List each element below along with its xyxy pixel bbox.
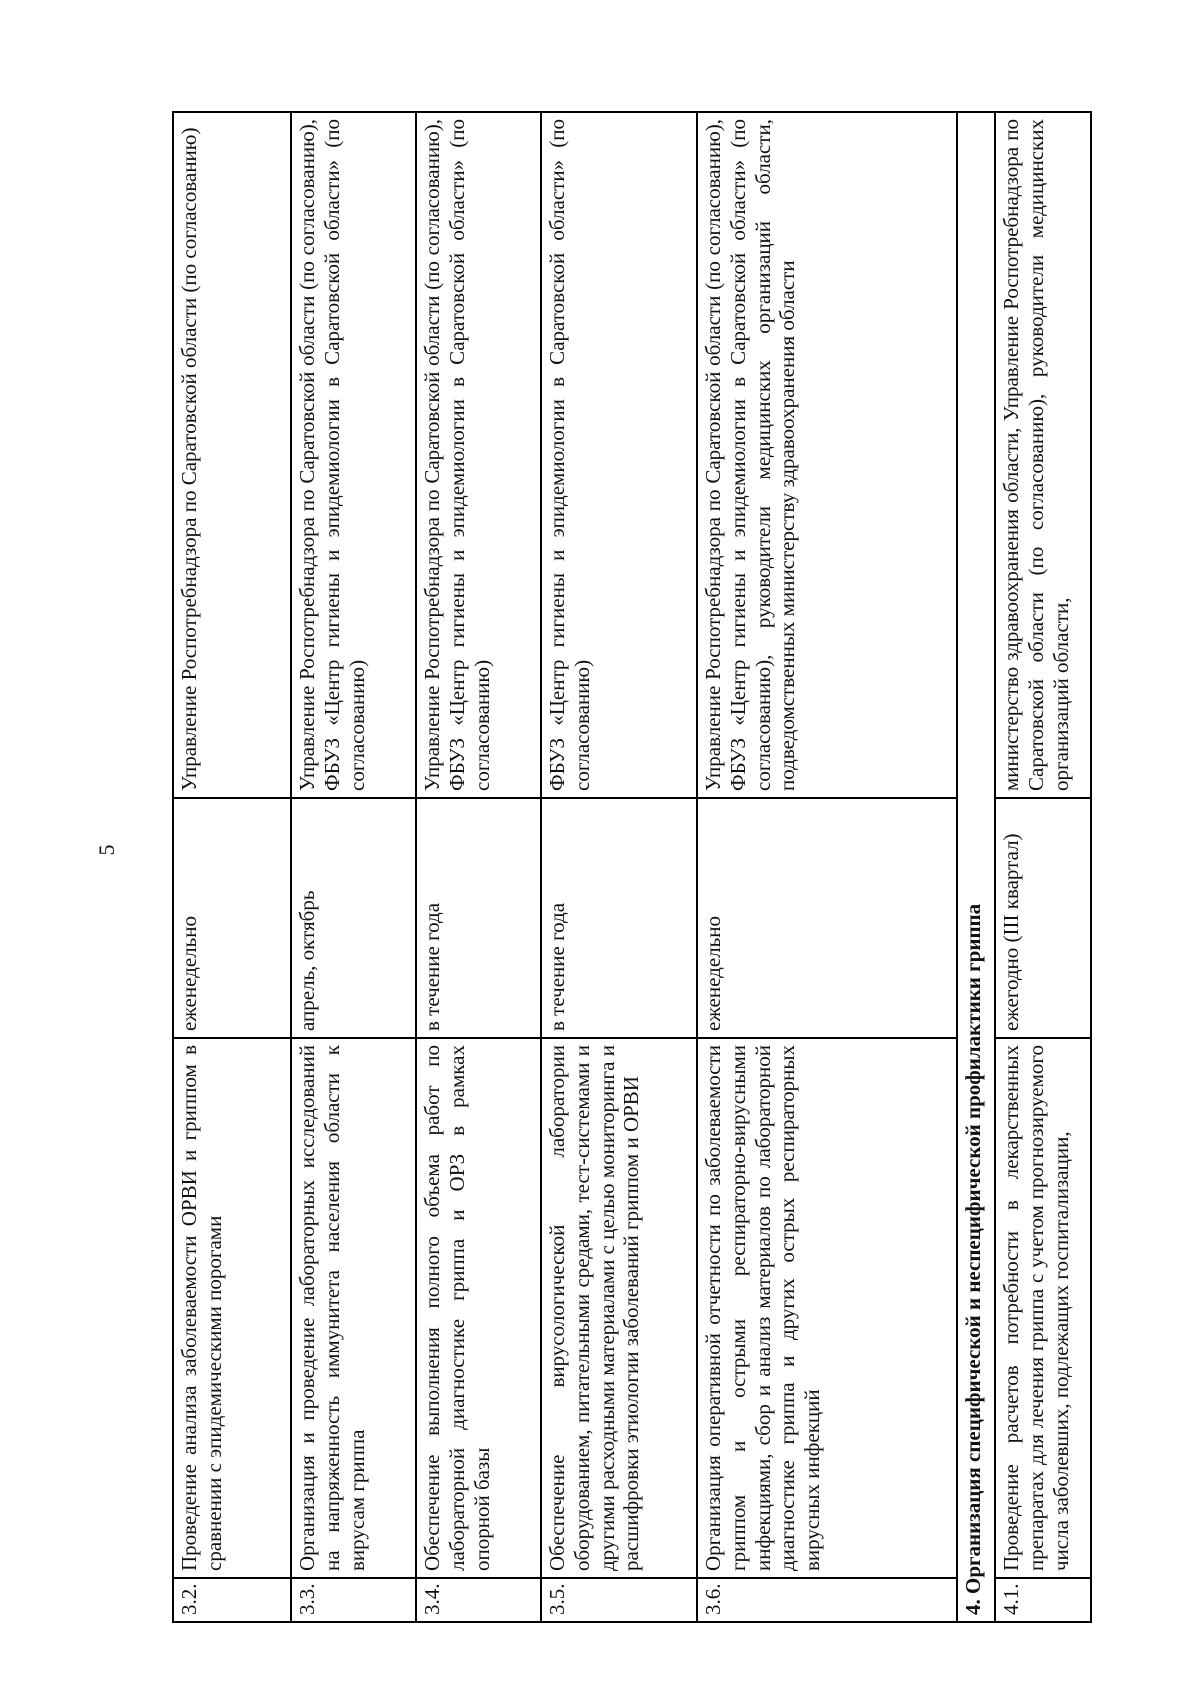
table-row xyxy=(995,112,1091,1622)
table-row xyxy=(173,112,291,1622)
term-cell: ежегодно (III квартал) xyxy=(995,798,1091,1038)
term-cell: апрель, октябрь xyxy=(291,798,416,1038)
activity-cell: Проведение анализа заболеваемости ОРВИ и гриппом в сравнении с эпидемическими порогами xyxy=(173,1038,291,1578)
page-number: 5 xyxy=(94,844,119,856)
row-number: 3.5. xyxy=(541,1578,697,1622)
table-row xyxy=(291,112,416,1622)
activity-cell: Проведение расчетов потребности в лекарственных препаратах для лечения гриппа с учетом прогнозируемого числа заболевших, подлежащих госпитализации, xyxy=(995,1038,1091,1578)
term-cell: еженедельно xyxy=(697,798,957,1038)
responsible-cell: Управление Роспотребнадзора по Саратовской области (по согласованию) xyxy=(173,112,291,798)
row-number: 3.4. xyxy=(416,1578,541,1622)
rotated-table-container xyxy=(172,113,1073,1623)
table-row xyxy=(416,112,541,1622)
section-4-title: 4. Организация специфической и неспецифической профилактики гриппа xyxy=(957,112,995,1622)
measures-table xyxy=(172,111,1092,1623)
activity-cell: Обеспечение выполнения полного объема работ по лабораторной диагностике гриппа и ОРЗ в рамках опорной базы xyxy=(416,1038,541,1578)
section-header-row xyxy=(957,112,995,1622)
row-number: 3.3. xyxy=(291,1578,416,1622)
term-cell: еженедельно xyxy=(173,798,291,1038)
responsible-cell: Управление Роспотребнадзора по Саратовской области (по согласованию), ФБУЗ «Центр гигиены и эпидемиологии в Саратовской области» (по согласованию) xyxy=(416,112,541,798)
activity-cell: Организация оперативной отчетности по заболеваемости гриппом и острыми респираторно-вирусными инфекциями, сбор и анализ материалов по лабораторной диагностике гриппа и других острых респираторных вирусных инфекций xyxy=(697,1038,957,1578)
responsible-cell: Управление Роспотребнадзора по Саратовской области (по согласованию), ФБУЗ «Центр гигиены и эпидемиологии в Саратовской области» (по согласованию), руководители медицинских организаций области, подведомственных министерству здравоохранения области xyxy=(697,112,957,798)
table-row xyxy=(697,112,957,1622)
responsible-cell: ФБУЗ «Центр гигиены и эпидемиологии в Саратовской области» (по согласованию) xyxy=(541,112,697,798)
activity-cell: Обеспечение вирусологической лаборатории оборудованием, питательными средами, тест-системами и другими расходными материалами с целью мониторинга и расшифровки этиологии заболеваний гриппом и ОРВИ xyxy=(541,1038,697,1578)
row-number: 3.2. xyxy=(173,1578,291,1622)
row-number: 3.6. xyxy=(697,1578,957,1622)
table-row xyxy=(541,112,697,1622)
term-cell: в течение года xyxy=(541,798,697,1038)
term-cell: в течение года xyxy=(416,798,541,1038)
responsible-cell: министерство здравоохранения области, Управление Роспотребнадзора по Саратовской области (по согласованию), руководители медицинских организаций области, xyxy=(995,112,1091,798)
row-number: 4.1. xyxy=(995,1578,1091,1622)
responsible-cell: Управление Роспотребнадзора по Саратовской области (по согласованию), ФБУЗ «Центр гигиены и эпидемиологии в Саратовской области» (по согласованию) xyxy=(291,112,416,798)
activity-cell: Организация и проведение лабораторных исследований на напряженность иммунитета населения области к вирусам гриппа xyxy=(291,1038,416,1578)
